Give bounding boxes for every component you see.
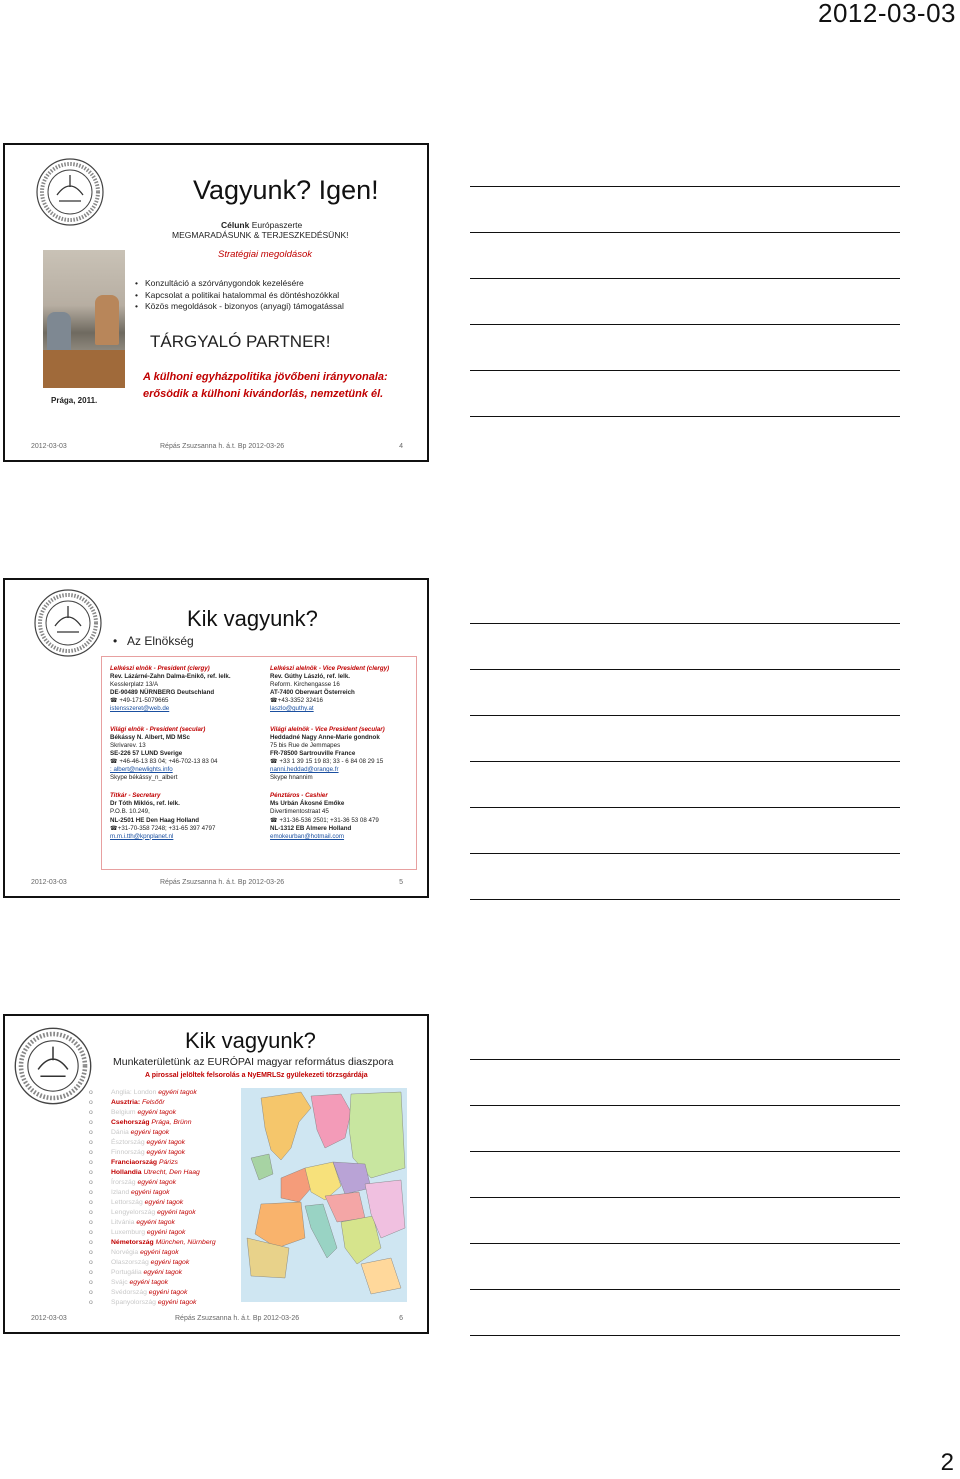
contact-email[interactable]: : albert@newlights.info <box>110 766 173 774</box>
slide-5 <box>3 578 429 898</box>
contact-city: FR-78500 Sartrouville France <box>270 749 356 757</box>
country-list-item <box>89 1208 239 1218</box>
contact-street: P.O.B. 10.249, <box>110 808 150 816</box>
footer-date: 2012-03-03 <box>31 443 67 450</box>
country-detail: Felsőőr <box>140 1099 165 1106</box>
contact-name: Heddadné Nagy Anne-Marie gondnok <box>270 733 380 741</box>
country-detail: egyéni tagok <box>127 1279 169 1286</box>
country-list-item <box>89 1238 239 1248</box>
country-list-item <box>89 1138 239 1148</box>
contact-block <box>270 792 418 841</box>
country-list-item <box>89 1088 239 1098</box>
goal-line-2: MEGMARADÁSUNK & TERJESZKEDÉSÜNK! <box>172 230 349 240</box>
country-list-item <box>89 1178 239 1188</box>
country-list-item <box>89 1188 239 1198</box>
country-name: Izland <box>111 1189 130 1196</box>
contact-email[interactable]: laszlo@guthy.at <box>270 705 314 713</box>
country-list-item <box>89 1108 239 1118</box>
country-name: Portugália <box>111 1269 142 1276</box>
country-detail: Prága, Brünn <box>149 1119 192 1126</box>
contact-phone: ☎ +33 1 39 15 19 83; 33 - 6 84 08 29 15 <box>270 757 384 765</box>
contact-phone: ☎ +31-36-536 2501; +31-36 53 08 479 <box>270 816 379 824</box>
page-date: 2012-03-03 <box>818 0 956 28</box>
contact-street: Divertimentostraat 45 <box>270 808 329 816</box>
slide-subtitle: Munkaterületünk az EURÓPAI magyar református diaszpora <box>113 1056 394 1068</box>
europe-map <box>241 1088 407 1302</box>
country-list-item <box>89 1128 239 1138</box>
country-detail: egyéni tagok <box>146 1289 188 1296</box>
contact-street: Kesslerplatz 13/A <box>110 681 159 689</box>
slide-6 <box>3 1014 429 1334</box>
role-title: Titkár - Secretary <box>110 792 161 800</box>
contact-city: SE-226 57 LUND Sverige <box>110 749 183 757</box>
card-right-column <box>270 665 418 847</box>
contact-name: Dr Tóth Miklós, ref. lelk. <box>110 800 180 808</box>
country-detail: egyéni tagok <box>135 1109 176 1116</box>
country-name: Németország <box>111 1239 154 1246</box>
contact-city: AT-7400 Oberwart Österreich <box>270 689 355 697</box>
country-name: Olaszország <box>111 1259 149 1266</box>
country-detail: egyéni tagok <box>138 1249 179 1256</box>
role-title: Lelkészi alelnök - Vice President (clergy) <box>270 665 390 672</box>
strategy-subtitle: Stratégiai megoldások <box>218 249 312 260</box>
country-name: Norvégia <box>111 1249 139 1256</box>
direction-line-2: erősödik a külhoni kivándorlás, nemzetünk él. <box>143 388 384 400</box>
contact-street: Reform. Kirchengasse 16 <box>270 681 340 689</box>
role-title: Pénztáros - Cashier <box>270 792 328 800</box>
role-title: Világi elnök - President (secular) <box>110 725 206 733</box>
strategy-bullets <box>135 278 344 313</box>
contact-phone: ☎+43-3352 32416 <box>270 697 323 705</box>
goal-line-1 <box>221 220 302 230</box>
role-title: Világi alelnök - Vice President (secular) <box>270 725 385 733</box>
contact-name: Rev. Lázárné-Zahn Dalma-Enikő, ref. lelk. <box>110 673 231 681</box>
contact-email[interactable]: emokeurban@hotmail.com <box>270 832 345 840</box>
presidency-card <box>101 656 417 870</box>
contact-name: Rev. Gúthy László, ref. lelk. <box>270 673 351 681</box>
country-detail: München, Nürnberg <box>153 1239 216 1246</box>
country-name: Csehország <box>111 1119 150 1126</box>
country-list-item <box>89 1198 239 1208</box>
country-name: Franciaország <box>111 1159 158 1166</box>
country-list-item <box>89 1118 239 1128</box>
meeting-photo <box>43 250 125 388</box>
country-name: Spanyolország <box>111 1299 156 1306</box>
footer-date: 2012-03-03 <box>31 879 67 886</box>
goal-rest: Európaszerte <box>249 220 303 230</box>
presidency-bullet <box>113 634 194 650</box>
country-list-item <box>89 1248 239 1258</box>
country-name: Lengyelország <box>111 1209 156 1216</box>
slide-title: Kik vagyunk? <box>187 606 318 631</box>
contact-phone: ☎ +46-46-13 83 04; +46-702-13 83 04 <box>110 757 218 765</box>
country-name: Svájc <box>111 1279 128 1286</box>
country-list-item <box>89 1168 239 1178</box>
contact-street: Skrivarev. 13 <box>110 741 146 749</box>
country-detail: egyéni tagok <box>134 1219 175 1226</box>
country-detail: egyéni tagok <box>144 1149 186 1156</box>
bullet-item: • Konzultáció a szórványgondok kezelésére <box>135 278 344 288</box>
role-title: Lelkészi elnök - President (clergy) <box>110 665 210 672</box>
contact-city: NL-1312 EB Almere Holland <box>270 824 352 832</box>
country-detail: egyéni tagok <box>142 1199 184 1206</box>
country-name: Finnország <box>111 1149 145 1156</box>
country-name: Észtország <box>111 1139 145 1146</box>
country-name: Belgium <box>111 1109 136 1116</box>
country-list-item <box>89 1148 239 1158</box>
page-number: 2 <box>940 1449 954 1476</box>
slide-note: A pirossal jelöltek felsorolás a NyEMRLSz gyülekezeti törzsgárdája <box>145 1072 368 1079</box>
contact-email[interactable]: m.m.i.tth@kpnplanet.nl <box>110 832 174 840</box>
contact-phone: ☎ +49-171-5079665 <box>110 697 169 705</box>
country-name: Svédország <box>111 1289 147 1296</box>
goal-bold: Célunk <box>221 220 250 230</box>
footer-author: Répás Zsuzsanna h. á.t. Bp 2012-03-26 <box>175 1315 300 1322</box>
country-detail: egyéni tagok <box>144 1139 186 1146</box>
country-detail: egyéni tagok <box>141 1269 183 1276</box>
association-seal-logo <box>35 157 105 227</box>
country-name: Írország <box>111 1179 136 1186</box>
country-name: Ausztria: <box>111 1099 141 1106</box>
country-detail: egyéni tagok <box>155 1209 196 1216</box>
country-detail: egyéni tagok <box>135 1179 176 1186</box>
contact-block <box>110 665 258 714</box>
country-list-item <box>89 1158 239 1168</box>
association-seal-logo <box>33 588 103 658</box>
contact-email[interactable]: istensszeret@web.de <box>110 705 170 713</box>
footer-slide-number: 6 <box>399 1315 403 1322</box>
country-name: Hollandia <box>111 1169 142 1176</box>
footer-author: Répás Zsuzsanna h. á.t. Bp 2012-03-26 <box>160 443 285 450</box>
bullet-item: • Az Elnökség <box>113 634 194 648</box>
country-detail: egyéni tagok <box>148 1259 190 1266</box>
contact-name: Békássy N. Albert, MD MSc <box>110 733 190 741</box>
country-list-item <box>89 1278 239 1288</box>
country-detail: Utrecht, Den Haag <box>141 1169 200 1176</box>
card-left-column <box>110 665 258 847</box>
photo-caption: Prága, 2011. <box>51 396 98 405</box>
country-name: Litvánia <box>111 1219 135 1226</box>
country-list-item <box>89 1258 239 1268</box>
contact-phone: ☎+31-70-358 7248; +31-65 397 4797 <box>110 824 216 832</box>
contact-name: Ms Urbán Ákosné Emőke <box>270 800 345 808</box>
country-detail: Párizs <box>157 1159 178 1166</box>
country-detail: egyéni tagok <box>145 1229 186 1236</box>
footer-slide-number: 5 <box>399 879 403 886</box>
contact-skype: Skype békássy_n_albert <box>110 774 178 782</box>
slide-title: Vagyunk? Igen! <box>193 175 379 205</box>
country-list <box>89 1088 239 1308</box>
direction-line-1: A külhoni egyházpolitika jövőbeni irányvonala: <box>143 371 388 383</box>
country-name: Anglia: London <box>111 1089 157 1096</box>
contact-email[interactable]: nanni.heddad@orange.fr <box>270 766 339 774</box>
bullet-item: • Kapcsolat a politikai hatalommal és döntéshozókkal <box>135 290 344 300</box>
footer-slide-number: 4 <box>399 443 403 450</box>
contact-block <box>110 726 258 783</box>
contact-block <box>110 792 258 841</box>
slide-title: Kik vagyunk? <box>185 1028 316 1053</box>
country-list-item <box>89 1288 239 1298</box>
contact-city: DE-90489 NÜRNBERG Deutschland <box>110 689 215 697</box>
partner-heading: TÁRGYALÓ PARTNER! <box>150 332 331 351</box>
country-detail: egyéni tagok <box>128 1129 170 1136</box>
footer-date: 2012-03-03 <box>31 1315 67 1322</box>
country-detail: egyéni tagok <box>156 1089 197 1096</box>
country-list-item <box>89 1218 239 1228</box>
country-list-item <box>89 1098 239 1108</box>
country-name: Luxemburg <box>111 1229 146 1236</box>
contact-skype: Skype hnannim <box>270 774 313 782</box>
country-name: Lettország <box>111 1199 143 1206</box>
country-list-item <box>89 1228 239 1238</box>
country-list-item <box>89 1298 239 1308</box>
footer-author: Répás Zsuzsanna h. á.t. Bp 2012-03-26 <box>160 879 285 886</box>
contact-block <box>270 665 418 714</box>
country-detail: egyéni tagok <box>155 1299 197 1306</box>
country-list-item <box>89 1268 239 1278</box>
country-name: Dánia <box>111 1129 129 1136</box>
contact-street: 75 bis Rue de Jemmapes <box>270 741 341 749</box>
association-seal-logo <box>13 1026 93 1106</box>
country-detail: egyéni tagok <box>129 1189 170 1196</box>
bullet-item: • Közös megoldások - bizonyos (anyagi) támogatással <box>135 301 344 311</box>
contact-block <box>270 726 418 783</box>
contact-city: NL-2501 HE Den Haag Holland <box>110 816 200 824</box>
slide-4 <box>3 143 429 462</box>
